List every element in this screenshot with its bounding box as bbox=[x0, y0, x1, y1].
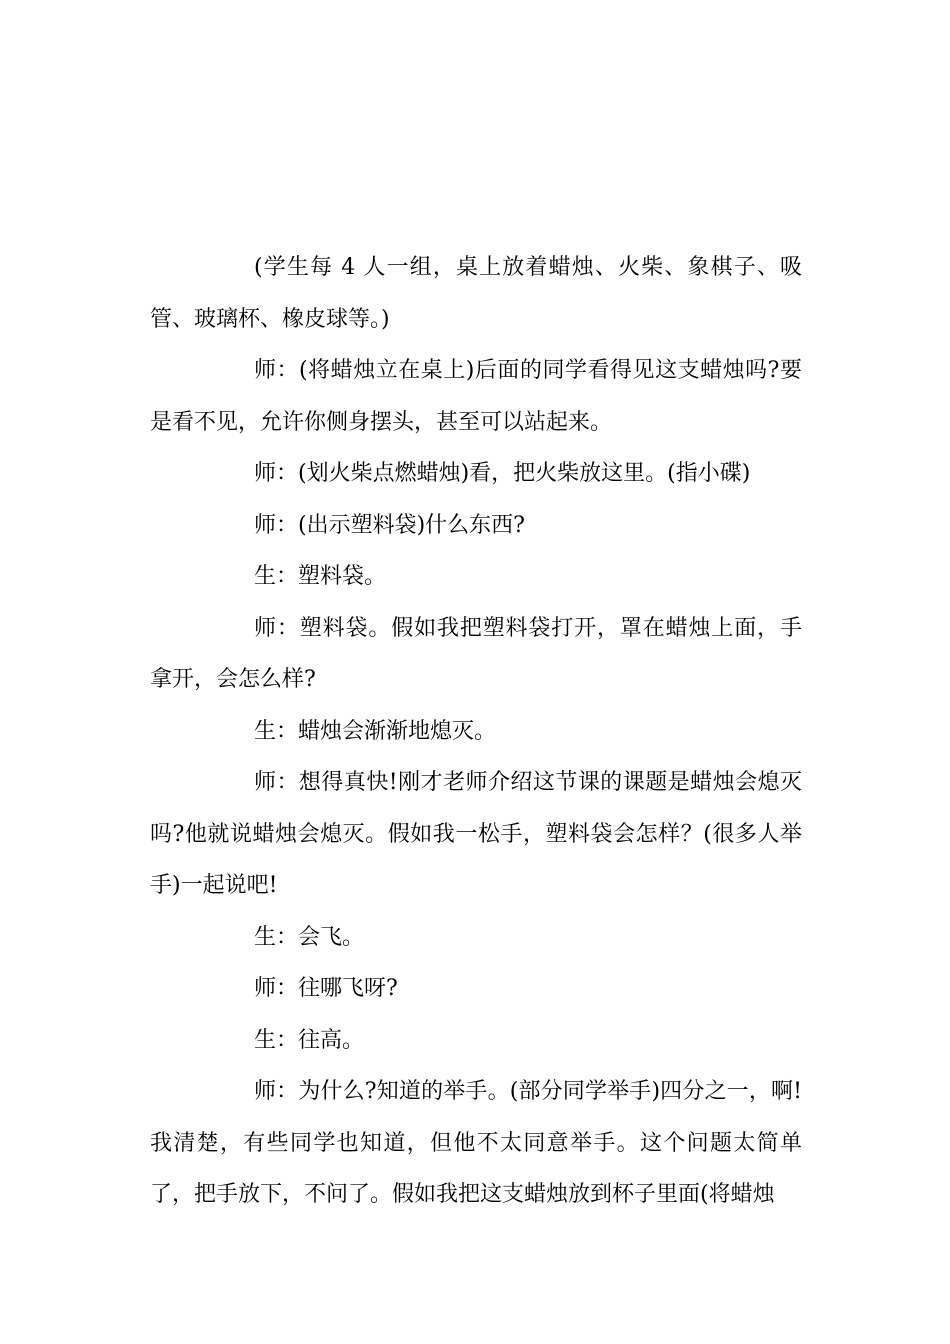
paragraph-student-4: 生：往高。 bbox=[254, 1027, 365, 1053]
paragraph-teacher-7: 师：为什么?知道的举手。(部分同学举手)四分之一，啊!我清楚，有些同学也知道，但他不太同意举手。这个问题太简单了，把手放下，不问了。假如我把这支蜡烛放到杯子里面(将蜡烛 bbox=[150, 1079, 802, 1207]
paragraph-teacher-4: 师：塑料袋。假如我把塑料袋打开，罩在蜡烛上面，手拿开，会怎么样? bbox=[150, 615, 802, 692]
paragraph-teacher-5: 师：想得真快!刚才老师介绍这节课的课题是蜡烛会熄灭吗?他就说蜡烛会熄灭。假如我一松手，塑料袋会怎样？(很多人举手)一起说吧! bbox=[150, 770, 802, 898]
paragraph-teacher-2: 师：(划火柴点燃蜡烛)看，把火柴放这里。(指小碟) bbox=[254, 461, 751, 486]
paragraph-intro: (学生每 4 人一组，桌上放着蜡烛、火柴、象棋子、吸管、玻璃杯、橡皮球等。) bbox=[150, 255, 802, 332]
paragraph-teacher-6: 师：往哪飞呀? bbox=[254, 976, 398, 1001]
paragraph-teacher-1: 师：(将蜡烛立在桌上)后面的同学看得见这支蜡烛吗?要是看不见，允许你侧身摆头，甚至可以站起来。 bbox=[150, 358, 802, 435]
paragraph-student-3: 生：会飞。 bbox=[254, 924, 365, 950]
paragraph-student-2: 生：蜡烛会渐渐地熄灭。 bbox=[254, 718, 497, 744]
document-body bbox=[150, 242, 802, 1221]
paragraph-student-1: 生：塑料袋。 bbox=[254, 564, 387, 589]
paragraph-teacher-3: 师：(出示塑料袋)什么东西? bbox=[254, 512, 525, 538]
